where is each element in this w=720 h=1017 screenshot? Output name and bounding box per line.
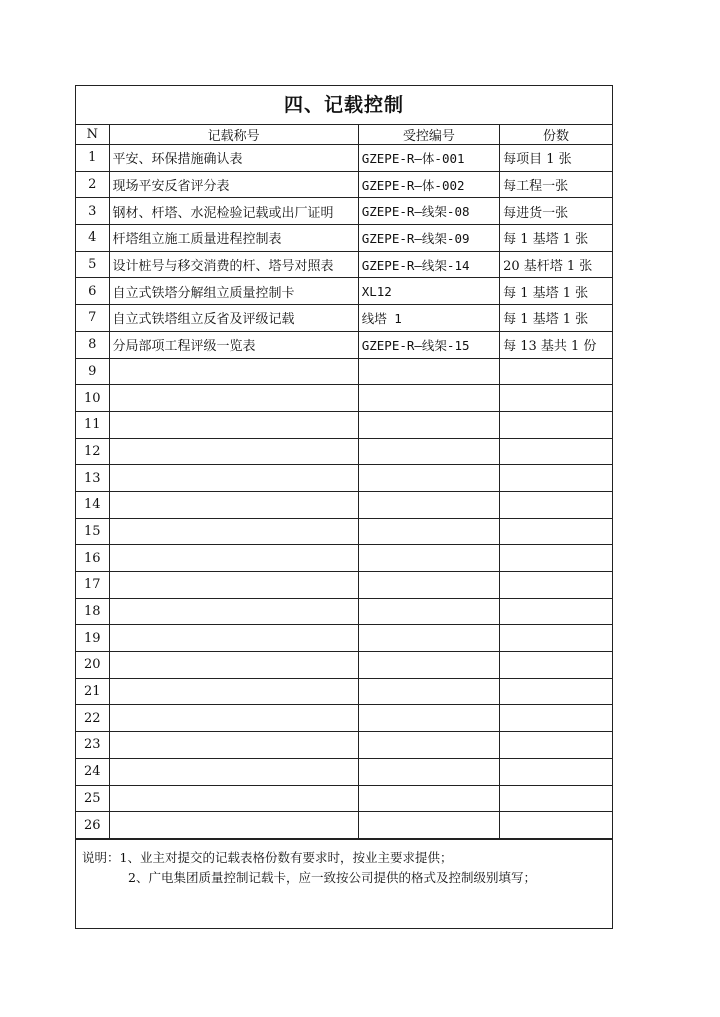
- cell-no: 1: [76, 145, 109, 172]
- cell-copies: 每 1 基塔 1 张: [500, 278, 612, 305]
- cell-control-code: [358, 518, 499, 545]
- cell-no: 17: [76, 572, 109, 599]
- cell-control-code: [358, 758, 499, 785]
- cell-control-code: [358, 812, 499, 839]
- cell-no: 7: [76, 305, 109, 332]
- cell-record-name: 钢材、杆塔、水泥检验记载或出厂证明: [109, 198, 358, 225]
- cell-no: 11: [76, 411, 109, 438]
- cell-control-code: [358, 491, 499, 518]
- cell-control-code: 线塔 1: [358, 305, 499, 332]
- cell-control-code: GZEPE-R—线架-09: [358, 225, 499, 252]
- table-row: [76, 732, 612, 759]
- cell-control-code: [358, 732, 499, 759]
- cell-copies: [500, 358, 612, 385]
- table-row: [76, 545, 612, 572]
- cell-control-code: [358, 385, 499, 412]
- cell-copies: [500, 518, 612, 545]
- table-row: [76, 598, 612, 625]
- table-row: [76, 145, 612, 172]
- table-row: [76, 518, 612, 545]
- table-row: [76, 678, 612, 705]
- cell-record-name: [109, 358, 358, 385]
- cell-control-code: [358, 652, 499, 679]
- table-row: [76, 411, 612, 438]
- note-line-2: 2、广电集团质量控制记载卡，应一致按公司提供的格式及控制级别填写；: [128, 869, 536, 885]
- cell-record-name: 平安、环保措施确认表: [109, 145, 358, 172]
- header-record-name: 记载称号: [109, 125, 358, 145]
- cell-record-name: 杆塔组立施工质量进程控制表: [109, 225, 358, 252]
- table-row: [76, 331, 612, 358]
- cell-no: 4: [76, 225, 109, 252]
- table-row: [76, 705, 612, 732]
- cell-record-name: [109, 758, 358, 785]
- cell-record-name: [109, 518, 358, 545]
- cell-record-name: [109, 598, 358, 625]
- table-body: [76, 145, 612, 839]
- cell-control-code: [358, 545, 499, 572]
- cell-record-name: 分局部项工程评级一览表: [109, 331, 358, 358]
- cell-copies: [500, 758, 612, 785]
- table-row: [76, 572, 612, 599]
- cell-record-name: 现场平安反省评分表: [109, 171, 358, 198]
- cell-copies: [500, 732, 612, 759]
- cell-record-name: 设计桩号与移交消费的杆、塔号对照表: [109, 251, 358, 278]
- cell-record-name: [109, 705, 358, 732]
- cell-record-name: [109, 812, 358, 839]
- cell-copies: [500, 438, 612, 465]
- table-row: [76, 465, 612, 492]
- cell-copies: [500, 652, 612, 679]
- cell-copies: 每 1 基塔 1 张: [500, 225, 612, 252]
- cell-control-code: [358, 625, 499, 652]
- sheet-title: 四、记载控制: [76, 86, 612, 125]
- table-row: [76, 652, 612, 679]
- cell-no: 19: [76, 625, 109, 652]
- cell-record-name: [109, 438, 358, 465]
- cell-control-code: GZEPE-R—线架-15: [358, 331, 499, 358]
- cell-control-code: [358, 598, 499, 625]
- table-row: [76, 438, 612, 465]
- cell-copies: [500, 625, 612, 652]
- table-row: [76, 171, 612, 198]
- cell-no: 12: [76, 438, 109, 465]
- cell-no: 5: [76, 251, 109, 278]
- cell-no: 14: [76, 491, 109, 518]
- cell-no: 8: [76, 331, 109, 358]
- cell-no: 25: [76, 785, 109, 812]
- cell-no: 26: [76, 812, 109, 839]
- table-row: [76, 491, 612, 518]
- table-row: [76, 385, 612, 412]
- cell-no: 22: [76, 705, 109, 732]
- cell-copies: [500, 385, 612, 412]
- cell-copies: [500, 572, 612, 599]
- table-row: [76, 812, 612, 839]
- cell-copies: 每项目 1 张: [500, 145, 612, 172]
- cell-control-code: [358, 465, 499, 492]
- header-copies: 份数: [500, 125, 612, 145]
- cell-copies: [500, 678, 612, 705]
- cell-copies: [500, 785, 612, 812]
- cell-record-name: 自立式铁塔分解组立质量控制卡: [109, 278, 358, 305]
- cell-no: 15: [76, 518, 109, 545]
- cell-copies: [500, 705, 612, 732]
- cell-control-code: GZEPE-R—体-002: [358, 171, 499, 198]
- cell-control-code: [358, 705, 499, 732]
- cell-no: 6: [76, 278, 109, 305]
- cell-control-code: [358, 572, 499, 599]
- table-row: [76, 225, 612, 252]
- cell-copies: 每 1 基塔 1 张: [500, 305, 612, 332]
- cell-no: 20: [76, 652, 109, 679]
- cell-record-name: [109, 411, 358, 438]
- cell-record-name: 自立式铁塔组立反省及评级记载: [109, 305, 358, 332]
- cell-no: 2: [76, 171, 109, 198]
- cell-no: 10: [76, 385, 109, 412]
- cell-record-name: [109, 732, 358, 759]
- record-table: [76, 125, 612, 839]
- cell-record-name: [109, 785, 358, 812]
- cell-no: 18: [76, 598, 109, 625]
- table-row: [76, 305, 612, 332]
- cell-record-name: [109, 385, 358, 412]
- cell-control-code: [358, 678, 499, 705]
- table-row: [76, 625, 612, 652]
- cell-control-code: GZEPE-R—线架-08: [358, 198, 499, 225]
- cell-no: 3: [76, 198, 109, 225]
- cell-copies: [500, 411, 612, 438]
- cell-record-name: [109, 465, 358, 492]
- cell-copies: [500, 491, 612, 518]
- table-row: [76, 251, 612, 278]
- cell-control-code: GZEPE-R—体-001: [358, 145, 499, 172]
- cell-control-code: [358, 358, 499, 385]
- cell-copies: [500, 812, 612, 839]
- cell-copies: 每 13 基共 1 份: [500, 331, 612, 358]
- note-line-1: 说明：1、业主对提交的记载表格份数有要求时，按业主要求提供；: [82, 849, 453, 865]
- cell-no: 13: [76, 465, 109, 492]
- cell-copies: 每工程一张: [500, 171, 612, 198]
- cell-control-code: XL12: [358, 278, 499, 305]
- table-row: [76, 758, 612, 785]
- cell-no: 23: [76, 732, 109, 759]
- table-row: [76, 198, 612, 225]
- table-row: [76, 785, 612, 812]
- cell-control-code: GZEPE-R—线架-14: [358, 251, 499, 278]
- cell-no: 9: [76, 358, 109, 385]
- cell-copies: [500, 545, 612, 572]
- table-row: [76, 358, 612, 385]
- cell-control-code: [358, 411, 499, 438]
- cell-copies: [500, 598, 612, 625]
- cell-copies: 20 基杆塔 1 张: [500, 251, 612, 278]
- table-header-row: [76, 125, 612, 145]
- cell-copies: [500, 465, 612, 492]
- cell-control-code: [358, 785, 499, 812]
- record-control-sheet: [75, 85, 613, 929]
- cell-record-name: [109, 545, 358, 572]
- table-row: [76, 278, 612, 305]
- cell-control-code: [358, 438, 499, 465]
- cell-record-name: [109, 491, 358, 518]
- cell-no: 21: [76, 678, 109, 705]
- cell-record-name: [109, 625, 358, 652]
- header-control-code: 受控编号: [358, 125, 499, 145]
- cell-record-name: [109, 678, 358, 705]
- header-no: N: [76, 125, 109, 145]
- cell-no: 16: [76, 545, 109, 572]
- cell-record-name: [109, 652, 358, 679]
- cell-record-name: [109, 572, 358, 599]
- cell-copies: 每进货一张: [500, 198, 612, 225]
- notes-section: [76, 839, 612, 928]
- cell-no: 24: [76, 758, 109, 785]
